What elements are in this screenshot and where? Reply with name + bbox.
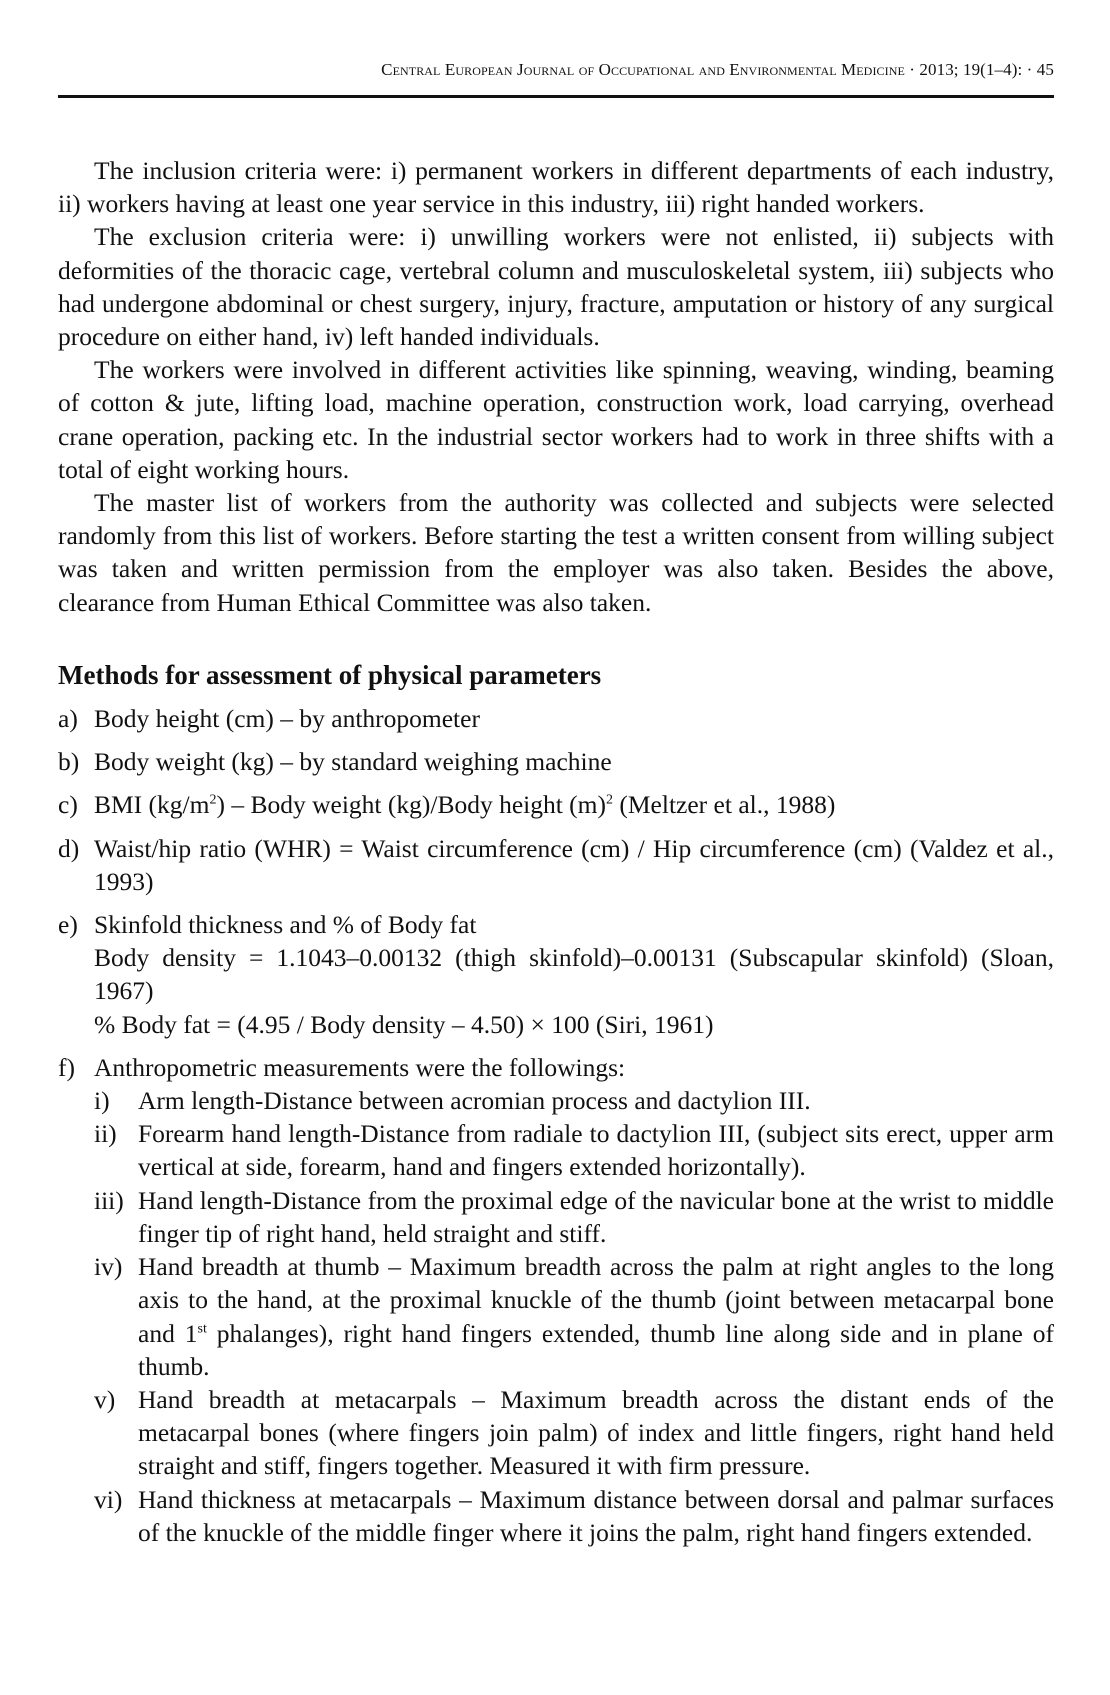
list-item-b (58, 745, 1054, 778)
section-heading: Methods for assessment of physical parameters (58, 659, 602, 690)
sublist-text-part: Hand breadth at thumb – Maximum breadth across the palm at right angles to the long axis to the hand, at the proximal knuckle of the thumb (joint between metacarpal bone and 1 (138, 1252, 1054, 1348)
sublist-item-v (94, 1383, 1054, 1483)
sublist-text: Hand length-Distance from the proximal edge of the navicular bone at the wrist to middle finger tip of right hand, held straight and stiff. (138, 1185, 1054, 1248)
bmi-citation: (Meltzer et al., 1988) (613, 790, 836, 820)
sublist-item-i (94, 1084, 1054, 1117)
list-label: d) (58, 833, 80, 863)
list-label: f) (58, 1052, 75, 1082)
paragraph-exclusion-criteria: The exclusion criteria were: i) unwilling workers were not enlisted, ii) subjects with deformities of the thoracic cage, vertebral column and musculoskeletal system, iii) subjects who had undergone abdominal or chest surgery, injury, fracture, amputation or history of any surgical procedure on either hand, iv) left handed individuals. (58, 222, 1054, 352)
sublist-text: Arm length-Distance between acromian process and dactylion III. (138, 1086, 811, 1116)
list-label: e) (58, 910, 78, 940)
sublist-text-part: phalanges), right hand fingers extended, thumb line along side and in plane of thumb. (138, 1318, 1054, 1381)
list-text: Anthropometric measurements were the followings: (94, 1052, 626, 1082)
list-title: Skinfold thickness and % of Body fat (94, 910, 477, 940)
superscript: st (197, 1321, 207, 1336)
sublist-item-ii (94, 1117, 1054, 1183)
list-text (94, 908, 1054, 1041)
running-header: Central European Journal of Occupational and Environmental Medicine · 2013; 19(1–4): · 45 (381, 60, 1054, 79)
paragraph-inclusion-criteria: The inclusion criteria were: i) permanent workers in different departments of each industry, ii) workers having at least one year service in this industry, iii) right handed workers. (58, 156, 1054, 219)
list-item-a (58, 702, 1054, 735)
sublist-item-vi (94, 1483, 1054, 1549)
sublist-label: i) (94, 1086, 110, 1116)
list-item-d (58, 832, 1054, 898)
list-label: b) (58, 747, 80, 777)
paragraph-subject-selection: The master list of workers from the authority was collected and subjects were selected randomly from this list of workers. Before starting the test a written consent from willing subject was taken and written permission from the employer was also taken. Besides the above, clearance from Human Ethical Committee was also taken. (58, 488, 1054, 617)
sublist-label: vi) (94, 1484, 123, 1514)
formula-body-density: Body density = 1.1043–0.00132 (thigh skinfold)–0.00131 (Subscapular skinfold) (Sloan, 1967) (94, 943, 1054, 1006)
sublist-label: iv) (94, 1252, 123, 1282)
sublist-label: iii) (94, 1185, 124, 1215)
list-label: a) (58, 704, 78, 734)
list-label: c) (58, 790, 78, 820)
list-text: Body height (cm) – by anthropometer (94, 704, 480, 734)
paragraph-worker-activities: The workers were involved in different activities like spinning, weaving, winding, beaming of cotton & jute, lifting load, machine operation, construction work, load carrying, overhead crane operation, packing etc. In the industrial sector workers had to work in three shifts with a total of eight working hours. (58, 355, 1054, 484)
sublist-text (138, 1250, 1054, 1383)
header-rule (58, 95, 1054, 98)
sublist-text: Hand breadth at metacarpals – Maximum breadth across the distant ends of the metacarpal bones (where fingers join palm) of index and little fingers, right hand held straight and stiff, fingers together. Measured it with firm pressure. (138, 1384, 1054, 1481)
list-text: Body weight (kg) – by standard weighing machine (94, 747, 612, 777)
list-text (94, 788, 1054, 821)
page-body (58, 154, 1054, 1549)
formula-body-fat: % Body fat = (4.95 / Body density – 4.50) × 100 (Siri, 1961) (94, 1009, 714, 1039)
sublist-text: Forearm hand length-Distance from radiale to dactylion III, (subject sits erect, upper arm vertical at side, forearm, hand and fingers extended horizontally). (138, 1119, 1054, 1182)
list-item-f (58, 1051, 1054, 1084)
superscript: 2 (606, 792, 614, 808)
sublist-label: v) (94, 1384, 116, 1414)
sublist-text: Hand thickness at metacarpals – Maximum distance between dorsal and palmar surfaces of the knuckle of the middle finger where it joins the palm, right hand fingers extended. (138, 1484, 1054, 1547)
sublist-label: ii) (94, 1119, 117, 1149)
list-text: Waist/hip ratio (WHR) = Waist circumference (cm) / Hip circumference (cm) (Valdez et al., 1993) (94, 833, 1054, 896)
list-item-c (58, 788, 1054, 821)
sublist-item-iii (94, 1184, 1054, 1250)
superscript: 2 (209, 792, 217, 808)
sublist-item-iv (94, 1250, 1054, 1383)
bmi-formula-part: BMI (kg/m (94, 790, 210, 820)
bmi-formula-part: ) – Body weight (kg)/Body height (m) (216, 790, 607, 820)
list-item-e (58, 908, 1054, 1041)
